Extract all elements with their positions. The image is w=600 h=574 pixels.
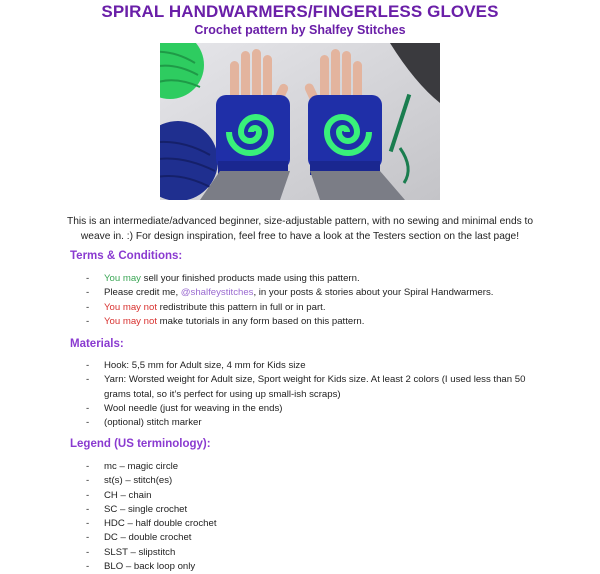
list-item: [82, 315, 493, 329]
page-title: SPIRAL HANDWARMERS/FINGERLESS GLOVES: [101, 2, 499, 21]
page-subtitle: Crochet pattern by Shalfey Stitches: [194, 23, 406, 37]
intro-paragraph: This is an intermediate/advanced beginner, size-adjustable pattern, with no sewing and minimal ends to weave in. :) For design inspiration, feel free to have a look at the Testers section on the last page!: [66, 216, 534, 242]
list-item: - BLO – back loop only: [82, 560, 217, 574]
materials-list: [82, 359, 552, 430]
list-item-text: make tutorials in any form based on this pattern.: [156, 315, 365, 327]
handle-link[interactable]: @shalfeystitches: [180, 287, 254, 299]
terms-list: [82, 272, 493, 329]
legend-list: [82, 460, 217, 574]
list-item-text: redistribute this pattern in full or in part.: [156, 301, 326, 313]
restriction-text: You may not: [104, 301, 157, 313]
list-item: - (optional) stitch marker: [82, 416, 552, 430]
list-item: - CH – chain: [82, 489, 217, 503]
list-item: - Wool needle (just for weaving in the ends): [82, 402, 552, 416]
terms-heading: Terms & Conditions:: [70, 250, 183, 262]
handwarmers-photo: [160, 43, 440, 200]
list-item: - mc – magic circle: [82, 460, 217, 474]
list-item-text: Please credit me,: [104, 287, 181, 299]
list-item: - SC – single crochet: [82, 503, 217, 517]
list-item: - HDC – half double crochet: [82, 517, 217, 531]
legend-heading: Legend (US terminology):: [70, 438, 211, 450]
list-item: - Yarn: Worsted weight for Adult size, Sport weight for Kids size. At least 2 colors (I used less than 50 grams total, so it’s perfect for using up small-ish scraps): [82, 373, 552, 402]
list-item: [82, 272, 493, 286]
list-item: [82, 301, 493, 315]
list-item: - DC – double crochet: [82, 531, 217, 545]
list-item-text: , in your posts & stories about your Spiral Handwarmers.: [253, 287, 494, 299]
list-item: - SLST – slipstitch: [82, 546, 217, 560]
permission-text: You may: [104, 273, 141, 284]
list-item: - Hook: 5,5 mm for Adult size, 4 mm for Kids size: [82, 359, 552, 373]
list-item-text: sell your finished products made using this pattern.: [140, 273, 360, 284]
materials-heading: Materials:: [70, 338, 124, 350]
photo-illustration: [160, 43, 440, 200]
restriction-text: You may not: [104, 315, 157, 327]
list-item: [82, 286, 493, 300]
list-item: - st(s) – stitch(es): [82, 474, 217, 488]
